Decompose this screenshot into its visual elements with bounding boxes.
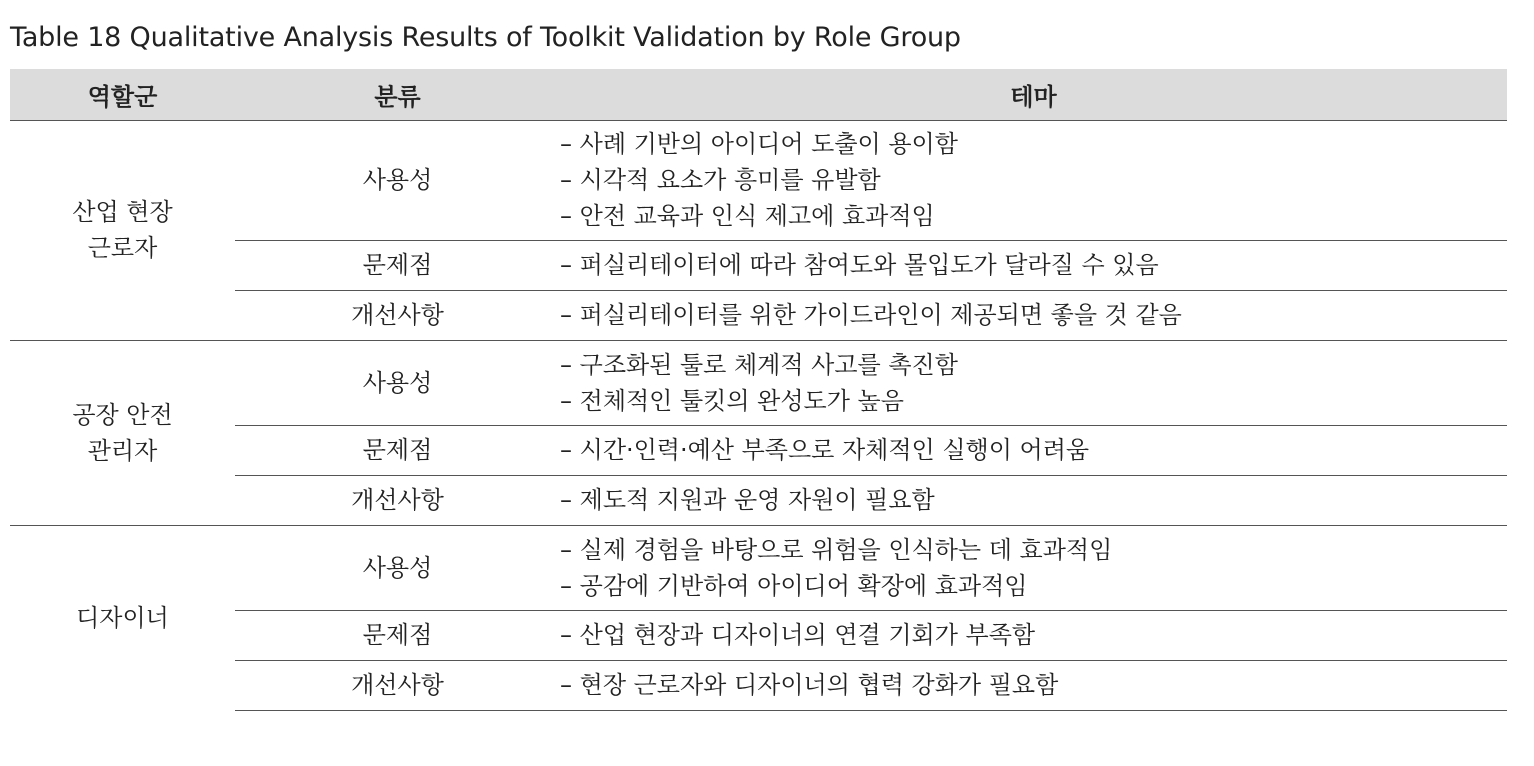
header-row [10,69,1507,120]
theme-cell [560,525,1507,610]
table-row [10,290,1507,340]
role-cell [10,120,235,340]
table-row [10,525,1507,610]
role-line: 디자이너 [76,603,169,632]
category-cell: 사용성 [235,340,560,425]
theme-line: – 제도적 지원과 운영 자원이 필요함 [560,486,935,514]
role-line: 관리자 [87,436,158,465]
header-role: 역할군 [10,69,235,120]
theme-line: – 퍼실리테이터에 따라 참여도와 몰입도가 달라질 수 있음 [560,251,1159,279]
table-row [10,610,1507,660]
theme-line: – 시간·인력·예산 부족으로 자체적인 실행이 어려움 [560,436,1090,464]
table-row [10,660,1507,710]
role-cell [10,525,235,710]
theme-cell [560,660,1507,710]
theme-cell [560,475,1507,525]
theme-cell [560,340,1507,425]
theme-cell [560,610,1507,660]
role-line: 근로자 [87,234,158,262]
table-row [10,475,1507,525]
theme-line: – 시각적 요소가 흥미를 유발함 [560,166,881,194]
category-cell: 문제점 [235,425,560,475]
table-row [10,240,1507,290]
theme-line: – 산업 현장과 디자이너의 연결 기회가 부족함 [560,621,1036,649]
role-line: 공장 안전 [72,400,173,429]
role-line: 산업 현장 [72,198,173,226]
category-cell: 사용성 [235,525,560,610]
theme-line: – 실제 경험을 바탕으로 위험을 인식하는 데 효과적임 [560,535,1113,564]
theme-line: – 공감에 기반하여 아이디어 확장에 효과적임 [560,571,1028,600]
theme-cell [560,240,1507,290]
theme-cell [560,290,1507,340]
category-cell: 개선사항 [235,290,560,340]
table-row [10,340,1507,425]
theme-cell [560,425,1507,475]
theme-line: – 안전 교육과 인식 제고에 효과적임 [560,202,935,230]
category-cell: 개선사항 [235,660,560,710]
table-row [10,425,1507,475]
category-cell: 개선사항 [235,475,560,525]
category-cell: 문제점 [235,240,560,290]
table-caption: Table 18 Qualitative Analysis Results of Toolkit Validation by Role Group [10,22,961,53]
category-cell: 사용성 [235,120,560,240]
role-cell [10,340,235,525]
theme-line: – 현장 근로자와 디자이너의 협력 강화가 필요함 [560,671,1059,699]
header-theme: 테마 [560,69,1507,120]
results-table [10,69,1507,711]
theme-line: – 전체적인 툴킷의 완성도가 높음 [560,386,904,415]
theme-line: – 구조화된 툴로 체계적 사고를 촉진함 [560,350,958,379]
theme-line: – 사례 기반의 아이디어 도출이 용이함 [560,130,958,158]
category-cell: 문제점 [235,610,560,660]
theme-line: – 퍼실리테이터를 위한 가이드라인이 제공되면 좋을 것 같음 [560,301,1182,329]
theme-cell [560,120,1507,240]
table-row [10,120,1507,240]
header-category: 분류 [235,69,560,120]
